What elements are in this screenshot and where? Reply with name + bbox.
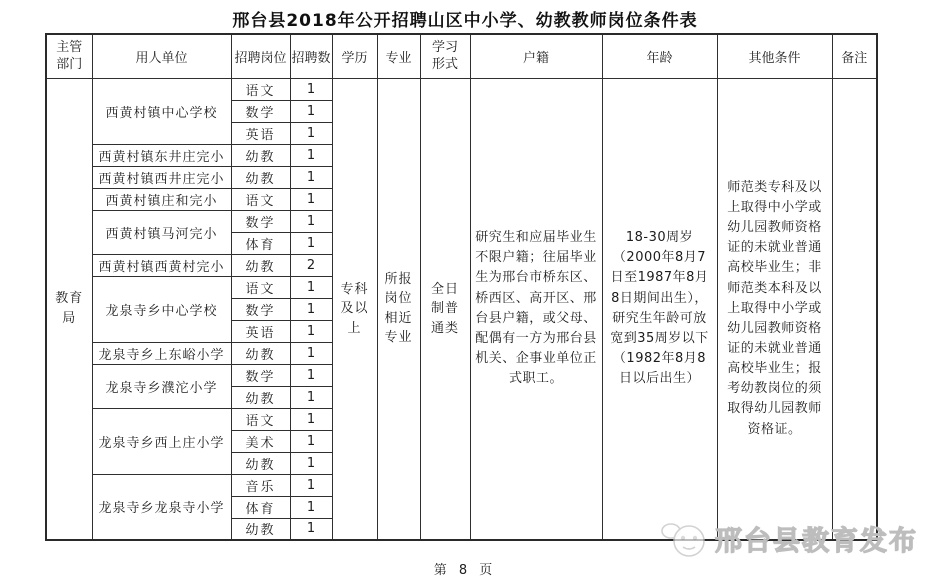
school-cell: 西黄村镇东井庄完小 xyxy=(92,144,231,166)
subject-cell: 幼教 xyxy=(231,518,290,540)
count-cell: 1 xyxy=(290,122,332,144)
subject-cell: 幼教 xyxy=(231,342,290,364)
household-cell: 研究生和应届毕业生不限户籍；往届毕业生为邢台市桥东区、桥西区、高开区、邢台县户籍，或父母、配偶有一方为邢台县机关、企事业单位正式职工。 xyxy=(470,78,602,540)
count-cell: 1 xyxy=(290,320,332,342)
watermark-text: 邢台县教育发布 xyxy=(715,525,918,557)
age-cell: 18-30周岁（2000年8月7日至1987年8月8日期间出生），研究生年龄可放宽到35周岁以下（1982年8月8日以后出生） xyxy=(602,78,717,540)
count-cell: 1 xyxy=(290,100,332,122)
count-cell: 1 xyxy=(290,496,332,518)
col-header-age: 年龄 xyxy=(602,34,717,78)
subject-cell: 语文 xyxy=(231,78,290,100)
table-row xyxy=(46,78,877,100)
col-header-position: 招聘岗位 xyxy=(231,34,290,78)
col-header-major: 专业 xyxy=(377,34,420,78)
count-cell: 1 xyxy=(290,342,332,364)
major-cell: 所报岗位相近专业 xyxy=(377,78,420,540)
subject-cell: 音乐 xyxy=(231,474,290,496)
positions-table xyxy=(45,33,878,541)
study-form-cell: 全日制普通类 xyxy=(420,78,470,540)
subject-cell: 体育 xyxy=(231,232,290,254)
col-header-household: 户籍 xyxy=(470,34,602,78)
other-conditions-cell: 师范类专科及以上取得中小学或幼儿园教师资格证的未就业普通高校毕业生；非师范类本科及以上取得中小学或幼儿园教师资格证的未就业普通高校毕业生；报考幼教岗位的须取得幼儿园教师资格证。 xyxy=(717,78,832,540)
education-cell: 专科及以上 xyxy=(332,78,377,540)
school-cell: 龙泉寺乡西上庄小学 xyxy=(92,408,231,474)
subject-cell: 幼教 xyxy=(231,166,290,188)
count-cell: 1 xyxy=(290,298,332,320)
col-header-remarks: 备注 xyxy=(832,34,877,78)
col-header-employer: 用人单位 xyxy=(92,34,231,78)
subject-cell: 幼教 xyxy=(231,386,290,408)
count-cell: 1 xyxy=(290,188,332,210)
subject-cell: 语文 xyxy=(231,408,290,430)
col-header-count: 招聘数 xyxy=(290,34,332,78)
count-cell: 1 xyxy=(290,386,332,408)
subject-cell: 美术 xyxy=(231,430,290,452)
col-header-education: 学历 xyxy=(332,34,377,78)
school-cell: 西黄村镇庄和完小 xyxy=(92,188,231,210)
school-cell: 西黄村镇马河完小 xyxy=(92,210,231,254)
subject-cell: 语文 xyxy=(231,276,290,298)
subject-cell: 数学 xyxy=(231,100,290,122)
subject-cell: 数学 xyxy=(231,298,290,320)
subject-cell: 幼教 xyxy=(231,452,290,474)
subject-cell: 语文 xyxy=(231,188,290,210)
count-cell: 1 xyxy=(290,408,332,430)
page-number: 第 8 页 xyxy=(433,563,497,578)
count-cell: 1 xyxy=(290,452,332,474)
subject-cell: 幼教 xyxy=(231,144,290,166)
count-cell: 1 xyxy=(290,78,332,100)
remarks-cell xyxy=(832,78,877,540)
school-cell: 西黄村镇中心学校 xyxy=(92,78,231,144)
count-cell: 1 xyxy=(290,276,332,298)
school-cell: 西黄村镇西黄村完小 xyxy=(92,254,231,276)
school-cell: 西黄村镇西井庄完小 xyxy=(92,166,231,188)
department-cell: 教育局 xyxy=(46,78,92,540)
subject-cell: 英语 xyxy=(231,122,290,144)
count-cell: 1 xyxy=(290,210,332,232)
subject-cell: 体育 xyxy=(231,496,290,518)
count-cell: 1 xyxy=(290,166,332,188)
subject-cell: 数学 xyxy=(231,210,290,232)
col-header-study-form: 学习形式 xyxy=(420,34,470,78)
col-header-other: 其他条件 xyxy=(717,34,832,78)
subject-cell: 数学 xyxy=(231,364,290,386)
subject-cell: 英语 xyxy=(231,320,290,342)
count-cell: 1 xyxy=(290,364,332,386)
count-cell: 1 xyxy=(290,232,332,254)
subject-cell: 幼教 xyxy=(231,254,290,276)
page-title: 邢台县2018年公开招聘山区中小学、幼教教师岗位条件表 xyxy=(232,11,698,31)
count-cell: 2 xyxy=(290,254,332,276)
count-cell: 1 xyxy=(290,144,332,166)
count-cell: 1 xyxy=(290,474,332,496)
header-row xyxy=(46,34,877,78)
school-cell: 龙泉寺乡龙泉寺小学 xyxy=(92,474,231,540)
school-cell: 龙泉寺乡中心学校 xyxy=(92,276,231,342)
school-cell: 龙泉寺乡濮沱小学 xyxy=(92,364,231,408)
col-header-department: 主管部门 xyxy=(46,34,92,78)
count-cell: 1 xyxy=(290,430,332,452)
school-cell: 龙泉寺乡上东峪小学 xyxy=(92,342,231,364)
count-cell: 1 xyxy=(290,518,332,540)
